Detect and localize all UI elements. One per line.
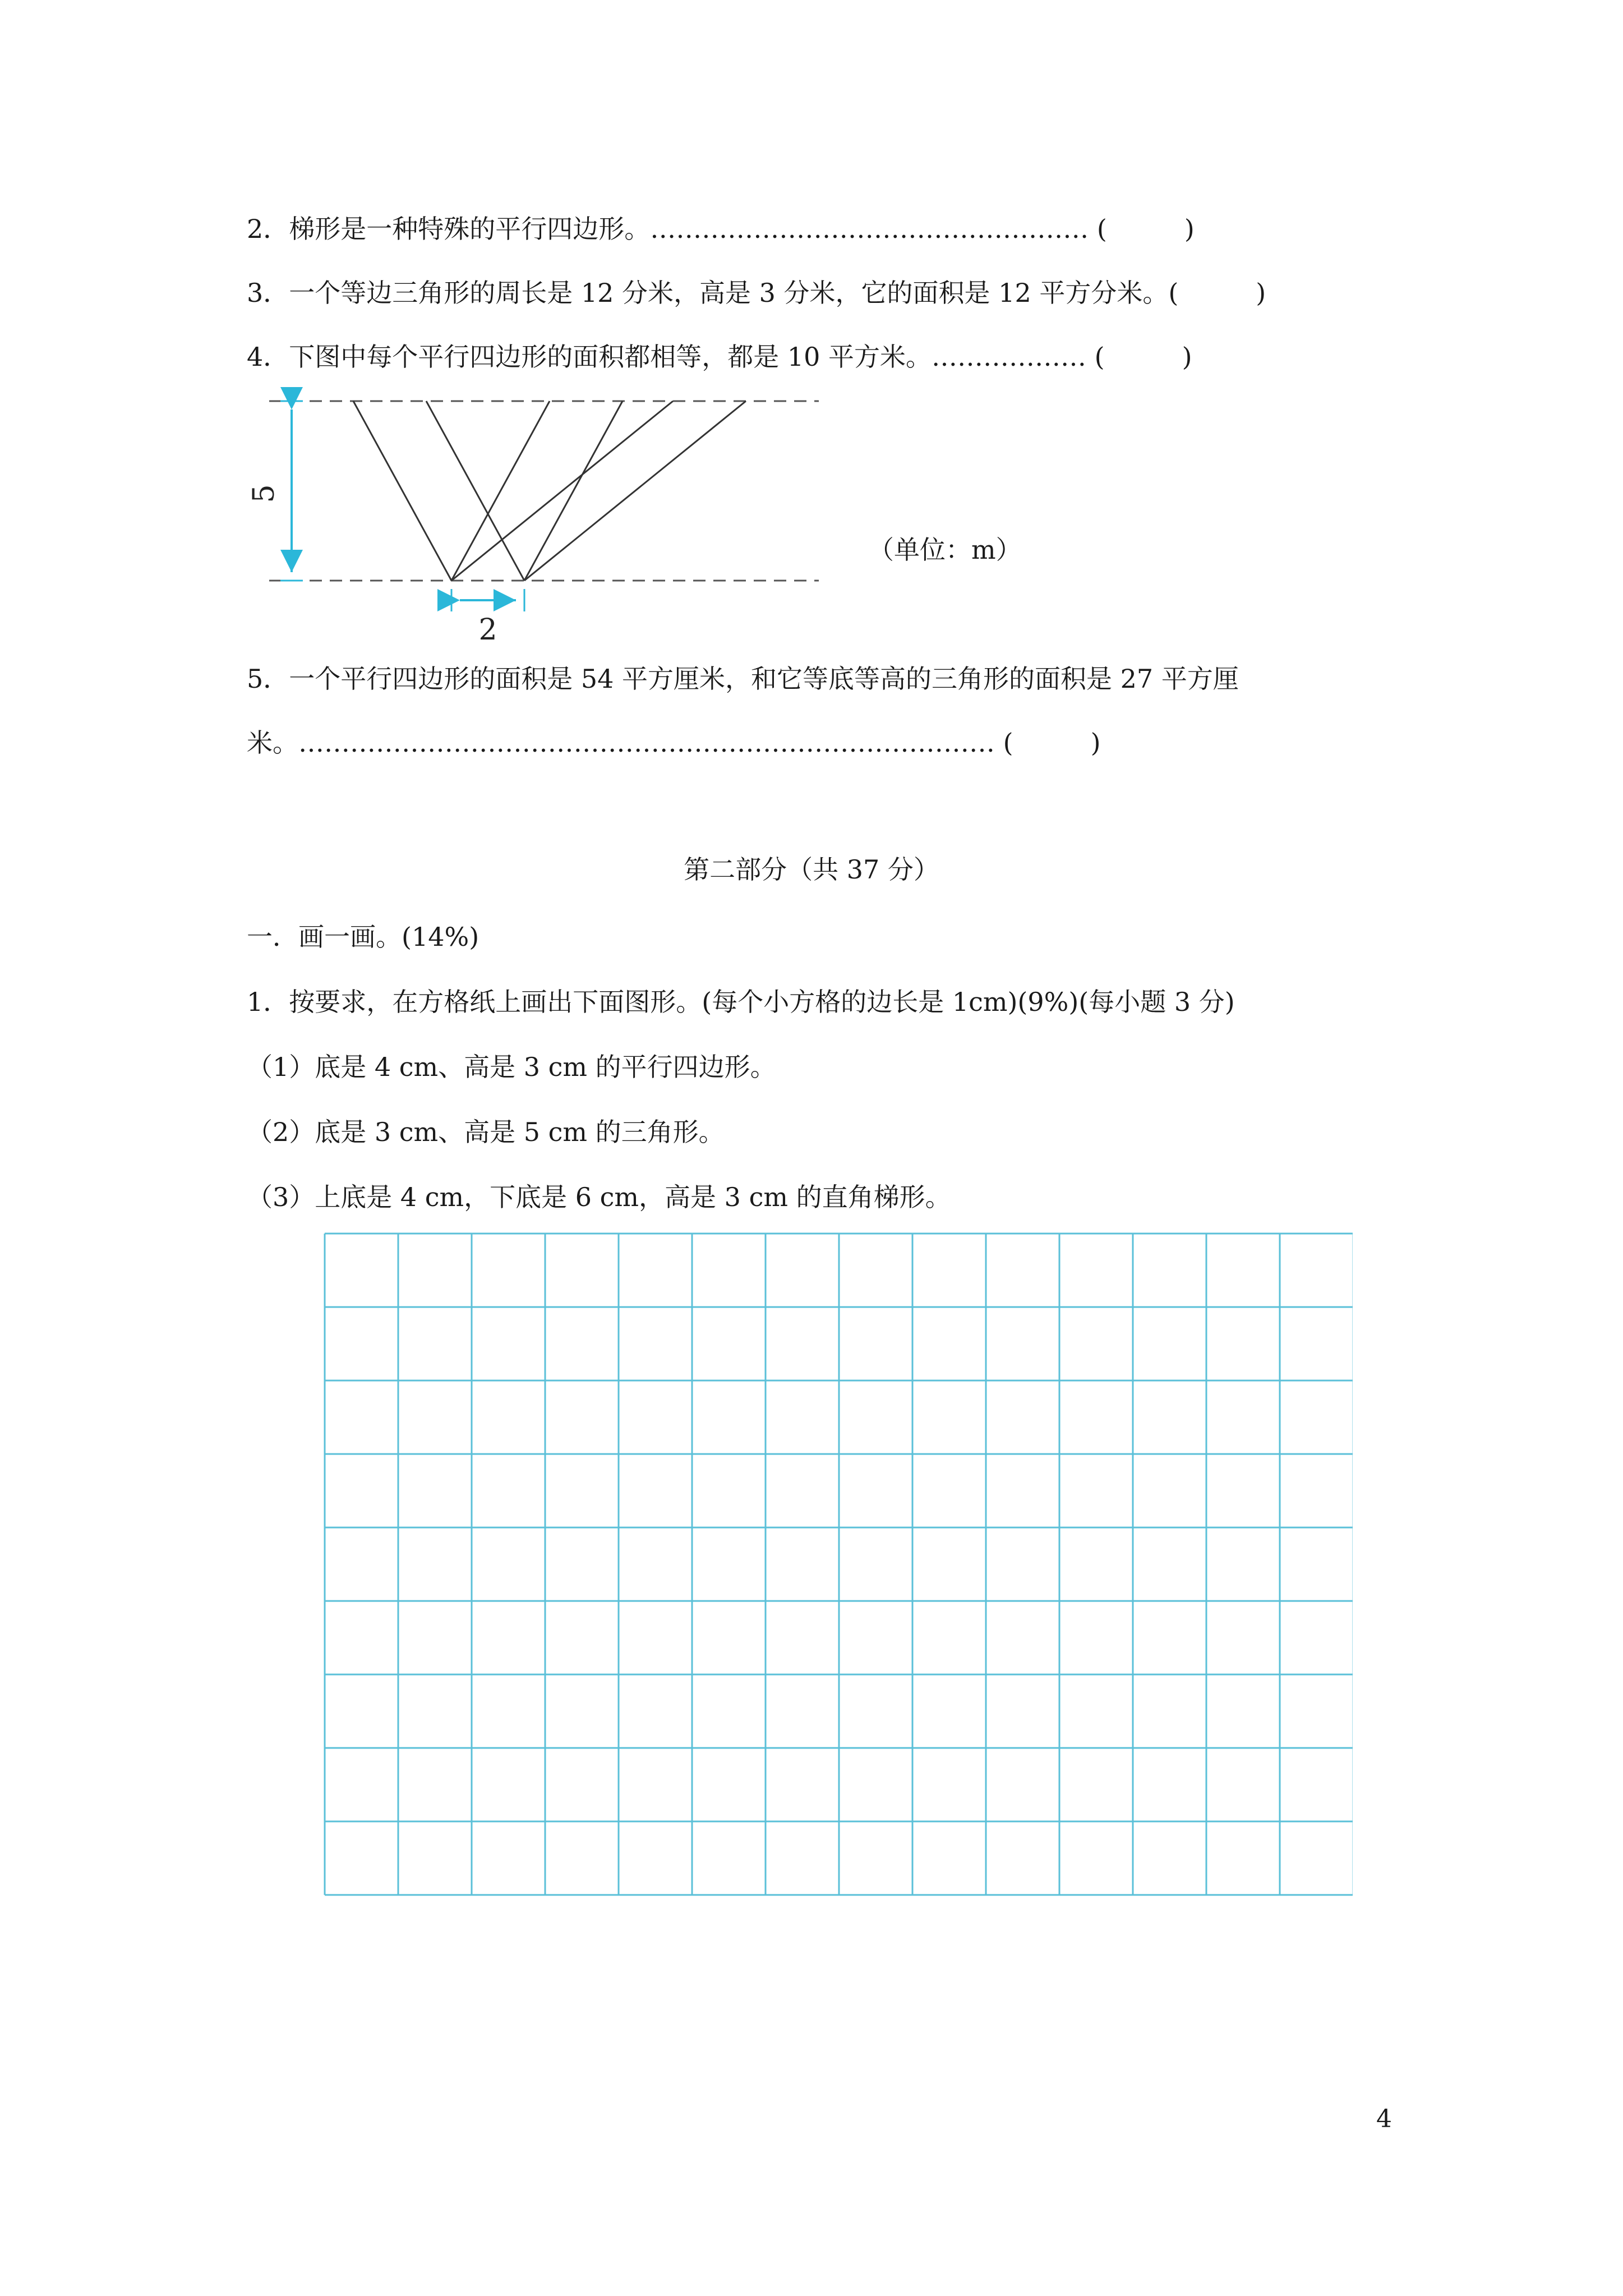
drawing-grid[interactable] <box>323 1232 1353 1902</box>
item-3: （3）上底是 4 cm，下底是 6 cm，高是 3 cm 的直角梯形。 <box>247 1182 951 1212</box>
part2-question-1: 1．按要求，在方格纸上画出下面图形。(每个小方格的边长是 1cm)(9%)(每小题 3 分) <box>247 987 1235 1017</box>
parallelograms-figure <box>247 381 830 647</box>
item-2: （2）底是 3 cm、高是 5 cm 的三角形。 <box>247 1117 725 1147</box>
question-2: 2．梯形是一种特殊的平行四边形。…………………………………………… ( ) <box>247 214 1195 244</box>
question-5-line1: 5．一个平行四边形的面积是 54 平方厘米，和它等底等高的三角形的面积是 27 平方厘 <box>247 664 1239 694</box>
part-two-title: 第二部分（共 37 分） <box>684 854 939 885</box>
page-number: 4 <box>1376 2105 1392 2133</box>
question-5-line2: 米。……………………………………………………………………… ( ) <box>247 728 1101 758</box>
unit-label: （单位：m） <box>868 535 1022 565</box>
parallelogram-edges <box>353 401 746 581</box>
section-one-heading: 一．画一画。(14%) <box>247 922 479 952</box>
question-3: 3．一个等边三角形的周长是 12 分米，高是 3 分米，它的面积是 12 平方分米。( ) <box>247 278 1266 308</box>
height-label: 5 <box>247 484 281 503</box>
base-label: 2 <box>478 613 497 645</box>
item-1: （1）底是 4 cm、高是 3 cm 的平行四边形。 <box>247 1052 776 1082</box>
question-4: 4．下图中每个平行四边形的面积都相等，都是 10 平方米。……………… ( ) <box>247 342 1192 372</box>
